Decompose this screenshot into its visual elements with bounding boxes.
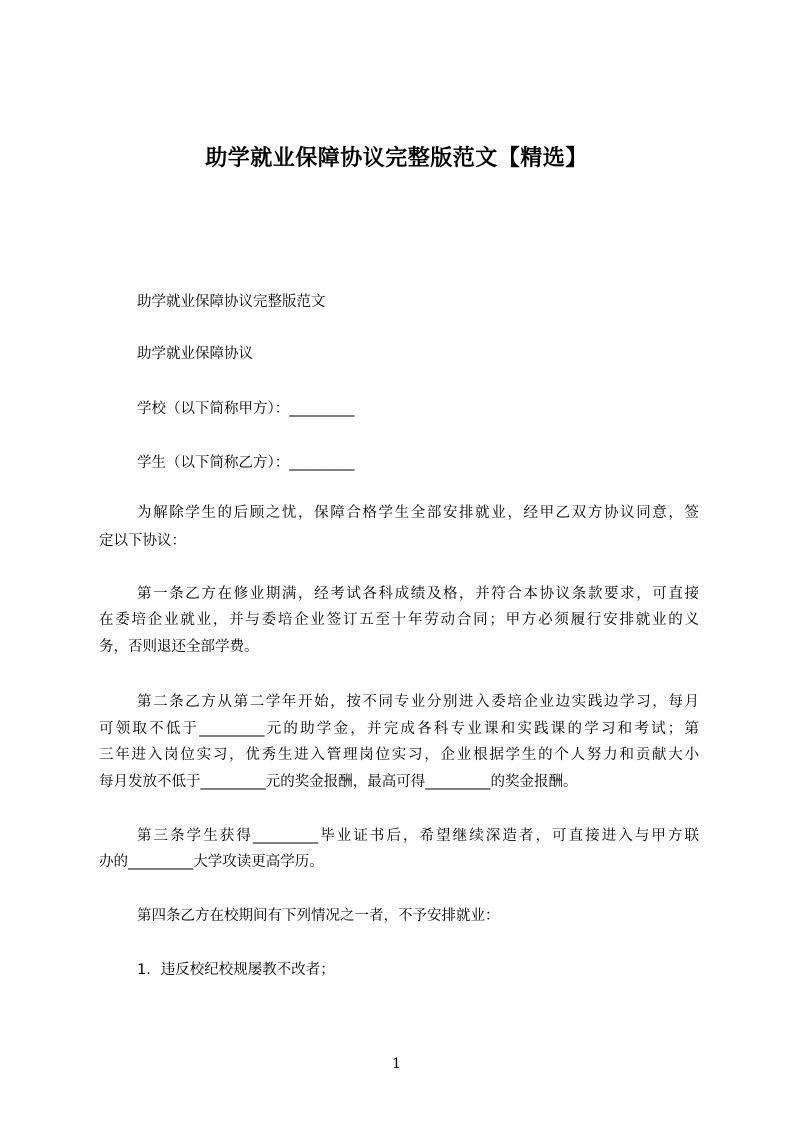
article4-line: 第四条乙方在校期间有下列情况之一者，不予安排就业： <box>137 908 500 924</box>
article2-line-2: 可领取不低于_________元的助学金，并完成各科专业课和实践课的学习和考试；第 <box>99 721 699 737</box>
document-subheading: 助学就业保障协议 <box>137 346 253 362</box>
intro-line-1: 为解除学生的后顾之忧，保障合格学生全部安排就业，经甲乙双方协议同意，签 <box>137 505 699 521</box>
document-title: 助学就业保障协议完整版范文【精选】 <box>205 146 588 171</box>
article2-line-3: 三年进入岗位实习，优秀生进入管理岗位实习，企业根据学生的个人努力和贡献大小 <box>99 747 699 763</box>
article2-line-1: 第二条乙方从第二学年开始，按不同专业分别进入委培企业边实践边学习，每月 <box>137 694 699 710</box>
article2-line-4: 每月发放不低于_________元的奖金报酬，最高可得_________的奖金报酬。 <box>99 774 578 790</box>
article1-line-3: 务，否则退还全部学费。 <box>99 639 259 655</box>
page-number: 1 <box>392 1056 401 1072</box>
list-item: 1．违反校纪校规屡教不改者； <box>137 962 335 978</box>
article3-line-1: 第三条学生获得_________毕业证书后，希望继续深造者，可直接进入与甲方联 <box>137 828 699 844</box>
article3-line-2: 办的_________大学攻读更高学历。 <box>99 854 324 870</box>
intro-line-2: 定以下协议： <box>99 533 186 549</box>
article1-line-2: 在委培企业就业，并与委培企业签订五至十年劳动合同；甲方必须履行安排就业的义 <box>99 612 699 628</box>
student-line: 学生（以下简称乙方）：_________ <box>137 455 355 471</box>
article1-line-1: 第一条乙方在修业期满，经考试各科成绩及格，并符合本协议条款要求，可直接 <box>137 586 699 602</box>
document-heading: 助学就业保障协议完整版范文 <box>137 294 326 310</box>
school-line: 学校（以下简称甲方）：_________ <box>137 401 355 417</box>
